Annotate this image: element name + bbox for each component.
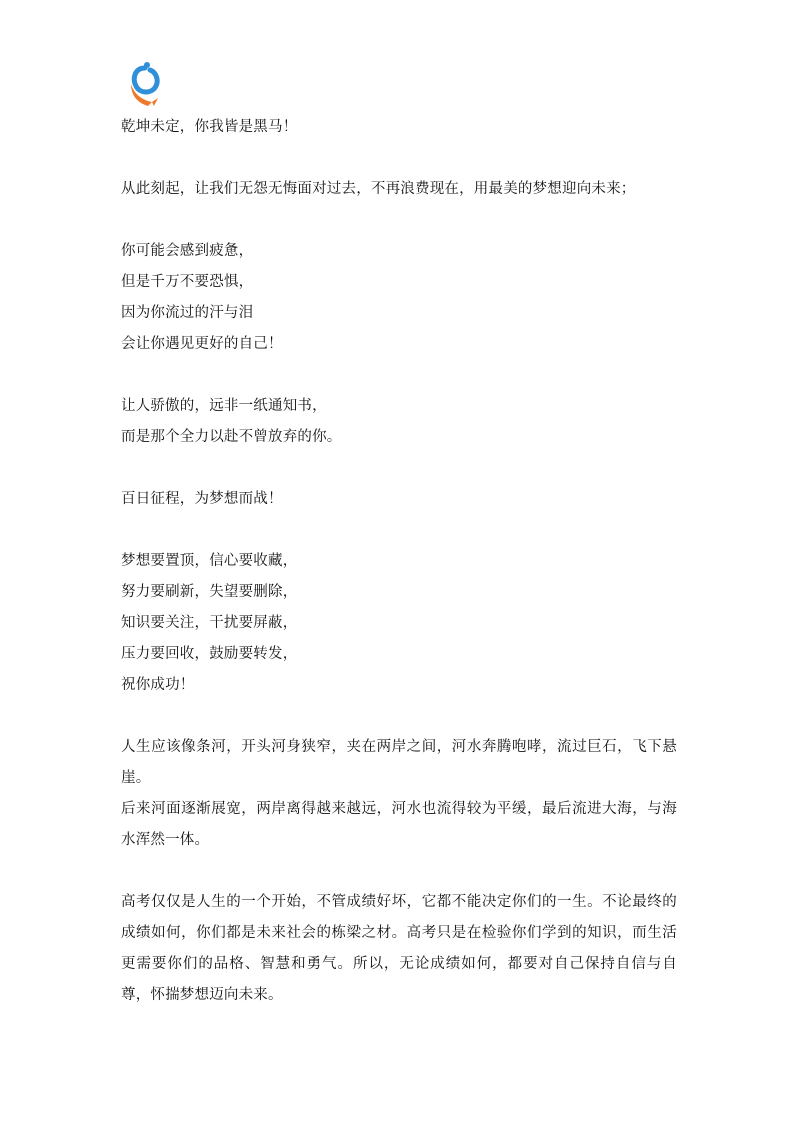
blank-line (121, 143, 677, 174)
text-line: 而是那个全力以赴不曾放弃的你。 (121, 429, 342, 445)
paragraph: 高考仅仅是人生的一个开始，不管成绩好坏，它都不能决定你们的一生。不论最终的成绩如何，你们都是未来社会的栋梁之材。高考只是在检验你们学到的知识，而生活更需要你们的品格、智慧和勇气。所以，无论成绩如何，都要对自己保持自信与自尊，怀揣梦想迈向未来。 (121, 894, 677, 1003)
document-body (121, 112, 677, 1011)
blank-line (121, 856, 677, 887)
text-line: 从此刻起，让我们无怨无悔面对过去，不再浪费现在，用最美的梦想迎向未来； (121, 181, 636, 197)
blank-line (121, 701, 677, 732)
text-line: 压力要回收，鼓励要转发， (121, 646, 298, 662)
paragraph: 后来河面逐渐展宽，两岸离得越来越远，河水也流得较为平缓，最后流进大海，与海水浑然一体。 (121, 801, 677, 848)
blank-line (121, 360, 677, 391)
blank-line (121, 453, 677, 484)
text-line: 祝你成功！ (121, 677, 195, 693)
text-line: 会让你遇见更好的自己！ (121, 336, 283, 352)
blank-line (121, 515, 677, 546)
text-line: 但是千万不要恐惧， (121, 274, 254, 290)
text-line: 你可能会感到疲惫， (121, 243, 254, 259)
text-line: 乾坤未定，你我皆是黑马！ (121, 119, 298, 135)
text-line: 努力要刷新，失望要删除， (121, 584, 298, 600)
text-line: 梦想要置顶，信心要收藏， (121, 553, 298, 569)
text-line: 因为你流过的汗与泪 (121, 305, 254, 321)
text-line: 百日征程，为梦想而战！ (121, 491, 283, 507)
text-line: 知识要关注，干扰要屏蔽， (121, 615, 298, 631)
text-line: 让人骄傲的，远非一纸通知书， (121, 398, 327, 414)
brand-logo-icon (128, 60, 162, 108)
paragraph: 人生应该像条河，开头河身狭窄，夹在两岸之间，河水奔腾咆哮，流过巨石，飞下悬崖。 (121, 739, 677, 786)
blank-line (121, 205, 677, 236)
